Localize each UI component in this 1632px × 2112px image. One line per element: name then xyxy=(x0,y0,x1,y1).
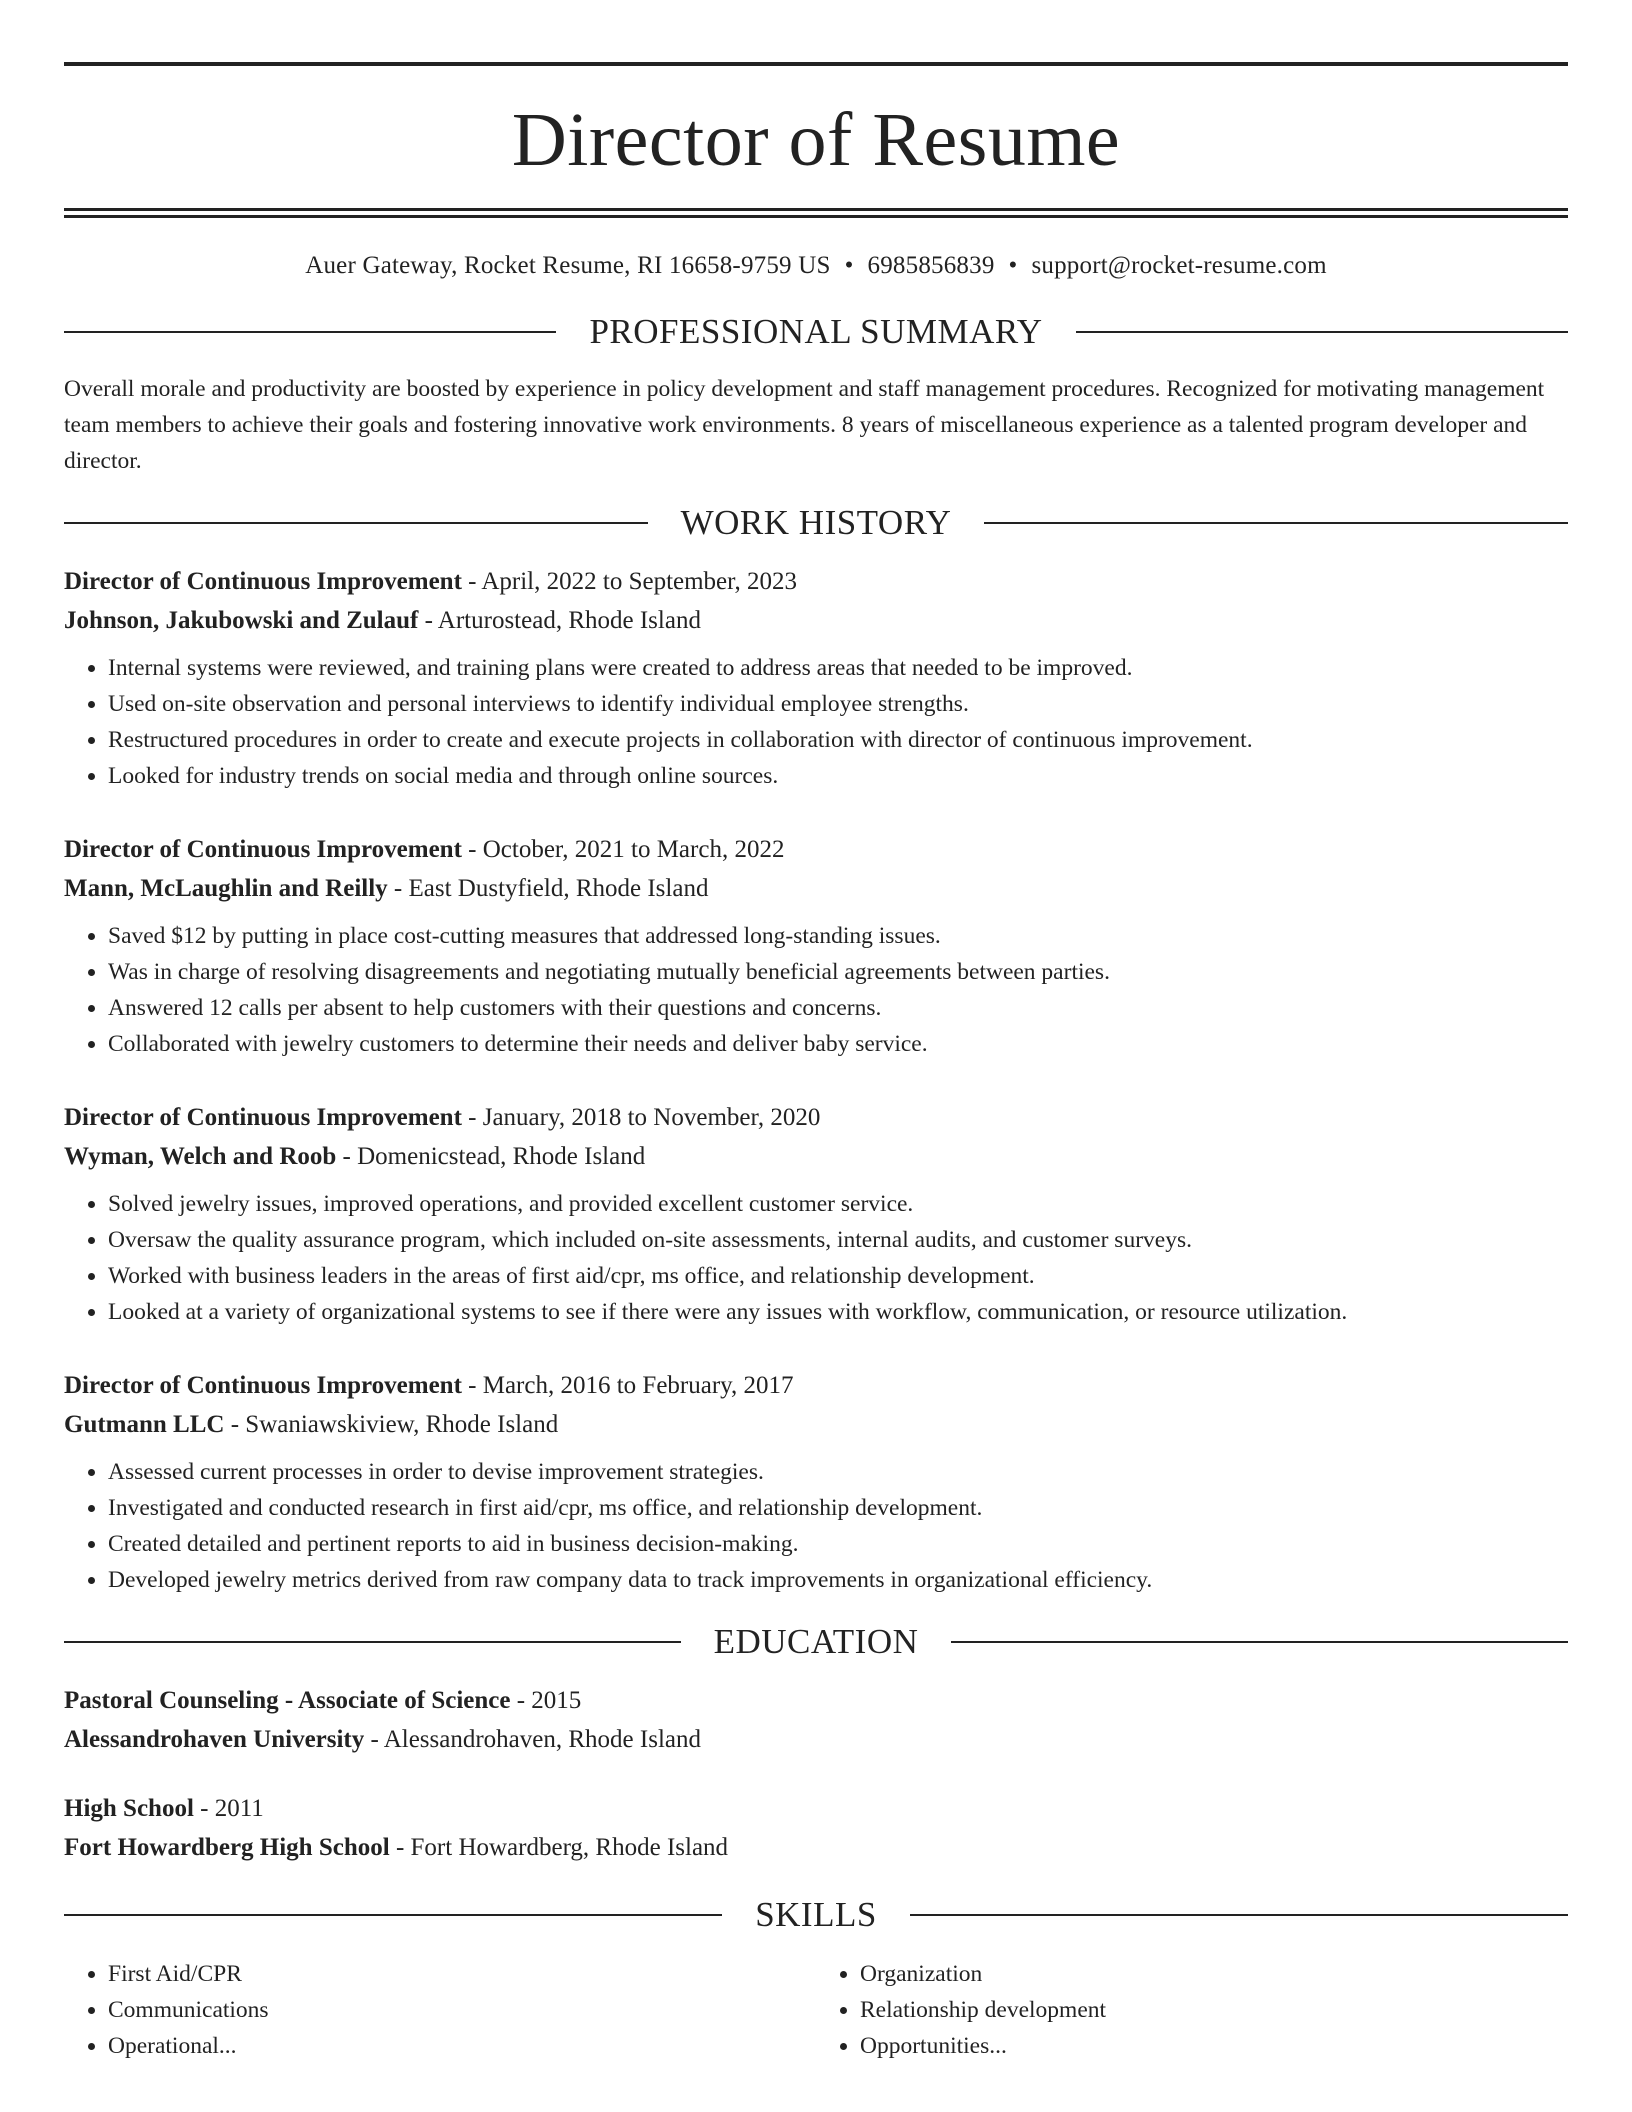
section-skills-header xyxy=(64,1897,1568,1932)
section-title: WORK HISTORY xyxy=(680,503,952,542)
job-bullet: • Solved jewelry issues, improved operations, and provided excellent customer service. xyxy=(108,1186,1568,1222)
job-title: Director of Continuous Improvement xyxy=(64,1372,462,1399)
job-dates: - October, 2021 to March, 2022 xyxy=(461,836,785,863)
education-entry xyxy=(64,1789,1568,1867)
job-company-line xyxy=(64,1137,1568,1176)
section-rule xyxy=(64,1914,722,1916)
job-bullet: • Used on-site observation and personal interviews to identify individual employee strengths. xyxy=(108,686,1568,722)
job-company: Gutmann LLC xyxy=(64,1411,225,1438)
job-dates: - January, 2018 to November, 2020 xyxy=(461,1104,821,1131)
education-location: - Fort Howardberg, Rhode Island xyxy=(389,1834,729,1861)
job-bullet: • Answered 12 calls per absent to help customers with their questions and concerns. xyxy=(108,990,1568,1026)
job-bullet: • Internal systems were reviewed, and training plans were created to address areas that needed to be improved. xyxy=(108,650,1568,686)
education-year: - 2015 xyxy=(510,1687,582,1714)
contact-separator: • xyxy=(844,252,854,279)
job-bullet: • Collaborated with jewelry customers to determine their needs and deliver baby service. xyxy=(108,1026,1568,1062)
job-location: - Domenicstead, Rhode Island xyxy=(336,1143,646,1170)
job-company: Johnson, Jakubowski and Zulauf xyxy=(64,607,419,634)
job-entry xyxy=(64,562,1568,794)
section-title: PROFESSIONAL SUMMARY xyxy=(589,312,1043,351)
job-bullet: • Looked for industry trends on social media and through online sources. xyxy=(108,758,1568,794)
skill-item: • Opportunities... xyxy=(860,2028,1568,2064)
job-title: Director of Continuous Improvement xyxy=(64,568,462,595)
section-education-header xyxy=(64,1624,1568,1659)
job-title-line xyxy=(64,1098,1568,1137)
section-rule xyxy=(951,1641,1568,1643)
job-bullets xyxy=(64,1454,1568,1598)
job-bullet: • Developed jewelry metrics derived from raw company data to track improvements in organizational efficiency. xyxy=(108,1562,1568,1598)
education-school-line xyxy=(64,1720,1568,1759)
job-title: Director of Continuous Improvement xyxy=(64,836,462,863)
section-title: SKILLS xyxy=(755,1895,877,1934)
skill-item: • Communications xyxy=(108,1992,816,2028)
job-bullet: • Looked at a variety of organizational systems to see if there were any issues with workflow, communication, or resource utilization. xyxy=(108,1294,1568,1330)
job-entry xyxy=(64,830,1568,1062)
education-entry xyxy=(64,1681,1568,1759)
skills-column-left xyxy=(64,1956,816,2064)
section-title: EDUCATION xyxy=(713,1622,919,1661)
contact-separator: • xyxy=(1008,252,1018,279)
job-entry xyxy=(64,1098,1568,1330)
job-title-line xyxy=(64,830,1568,869)
section-rule xyxy=(64,1641,681,1643)
section-rule xyxy=(1076,331,1568,333)
job-company-line xyxy=(64,601,1568,640)
job-location: - Swaniawskiview, Rhode Island xyxy=(224,1411,559,1438)
section-work-header xyxy=(64,505,1568,540)
job-entry xyxy=(64,1366,1568,1598)
job-dates: - April, 2022 to September, 2023 xyxy=(461,568,797,595)
job-bullets xyxy=(64,1186,1568,1330)
job-bullets xyxy=(64,918,1568,1062)
job-title-line xyxy=(64,1366,1568,1405)
section-rule xyxy=(910,1914,1568,1916)
job-bullet: • Investigated and conducted research in first aid/cpr, ms office, and relationship development. xyxy=(108,1490,1568,1526)
skills-list xyxy=(64,1956,1568,2064)
job-bullet: • Created detailed and pertinent reports to aid in business decision-making. xyxy=(108,1526,1568,1562)
contact-phone: 6985856839 xyxy=(867,252,995,279)
job-bullet: • Assessed current processes in order to devise improvement strategies. xyxy=(108,1454,1568,1490)
education-degree: High School xyxy=(64,1795,194,1822)
job-company: Wyman, Welch and Roob xyxy=(64,1143,337,1170)
section-summary-header xyxy=(64,314,1568,349)
education-school-line xyxy=(64,1828,1568,1867)
skill-item: • First Aid/CPR xyxy=(108,1956,816,1992)
job-title: Director of Continuous Improvement xyxy=(64,1104,462,1131)
education-year: - 2011 xyxy=(193,1795,264,1822)
section-rule xyxy=(984,522,1568,524)
skill-item: • Operational... xyxy=(108,2028,816,2064)
job-company: Mann, McLaughlin and Reilly xyxy=(64,875,388,902)
job-dates: - March, 2016 to February, 2017 xyxy=(461,1372,794,1399)
skill-item: • Relationship development xyxy=(860,1992,1568,2028)
education-degree-line xyxy=(64,1681,1568,1720)
education-school: Fort Howardberg High School xyxy=(64,1834,390,1861)
contact-email: support@rocket-resume.com xyxy=(1031,252,1327,279)
skill-item: • Organization xyxy=(860,1956,1568,1992)
job-title-line xyxy=(64,562,1568,601)
job-bullet: • Saved $12 by putting in place cost-cutting measures that addressed long-standing issues. xyxy=(108,918,1568,954)
education-location: - Alessandrohaven, Rhode Island xyxy=(364,1726,701,1753)
summary-text: Overall morale and productivity are boosted by experience in policy development and staff management procedures. Recognized for motivating management team members to achieve their goals and fostering innovative work environments. 8 years of miscellaneous experience as a talented program developer and director. xyxy=(64,376,1545,474)
job-bullet: • Restructured procedures in order to create and execute projects in collaboration with director of continuous improvement. xyxy=(108,722,1568,758)
education-school: Alessandrohaven University xyxy=(64,1726,365,1753)
resume-name: Director of Resume xyxy=(511,98,1121,182)
education-degree-line xyxy=(64,1789,1568,1828)
job-location: - East Dustyfield, Rhode Island xyxy=(387,875,709,902)
job-location: - Arturostead, Rhode Island xyxy=(418,607,701,634)
section-rule xyxy=(64,331,556,333)
job-bullet: • Was in charge of resolving disagreements and negotiating mutually beneficial agreements between parties. xyxy=(108,954,1568,990)
top-rule xyxy=(64,62,1568,66)
education-degree: Pastoral Counseling - Associate of Science xyxy=(64,1687,511,1714)
job-company-line xyxy=(64,1405,1568,1444)
contact-line xyxy=(64,252,1568,280)
skills-column-right xyxy=(816,1956,1568,2064)
contact-address: Auer Gateway, Rocket Resume, RI 16658-9759 US xyxy=(305,252,831,279)
job-bullet: • Oversaw the quality assurance program, which included on-site assessments, internal audits, and customer surveys. xyxy=(108,1222,1568,1258)
job-bullet: • Worked with business leaders in the areas of first aid/cpr, ms office, and relationship development. xyxy=(108,1258,1568,1294)
double-rule xyxy=(64,208,1568,218)
section-rule xyxy=(64,522,648,524)
job-company-line xyxy=(64,869,1568,908)
job-bullets xyxy=(64,650,1568,794)
